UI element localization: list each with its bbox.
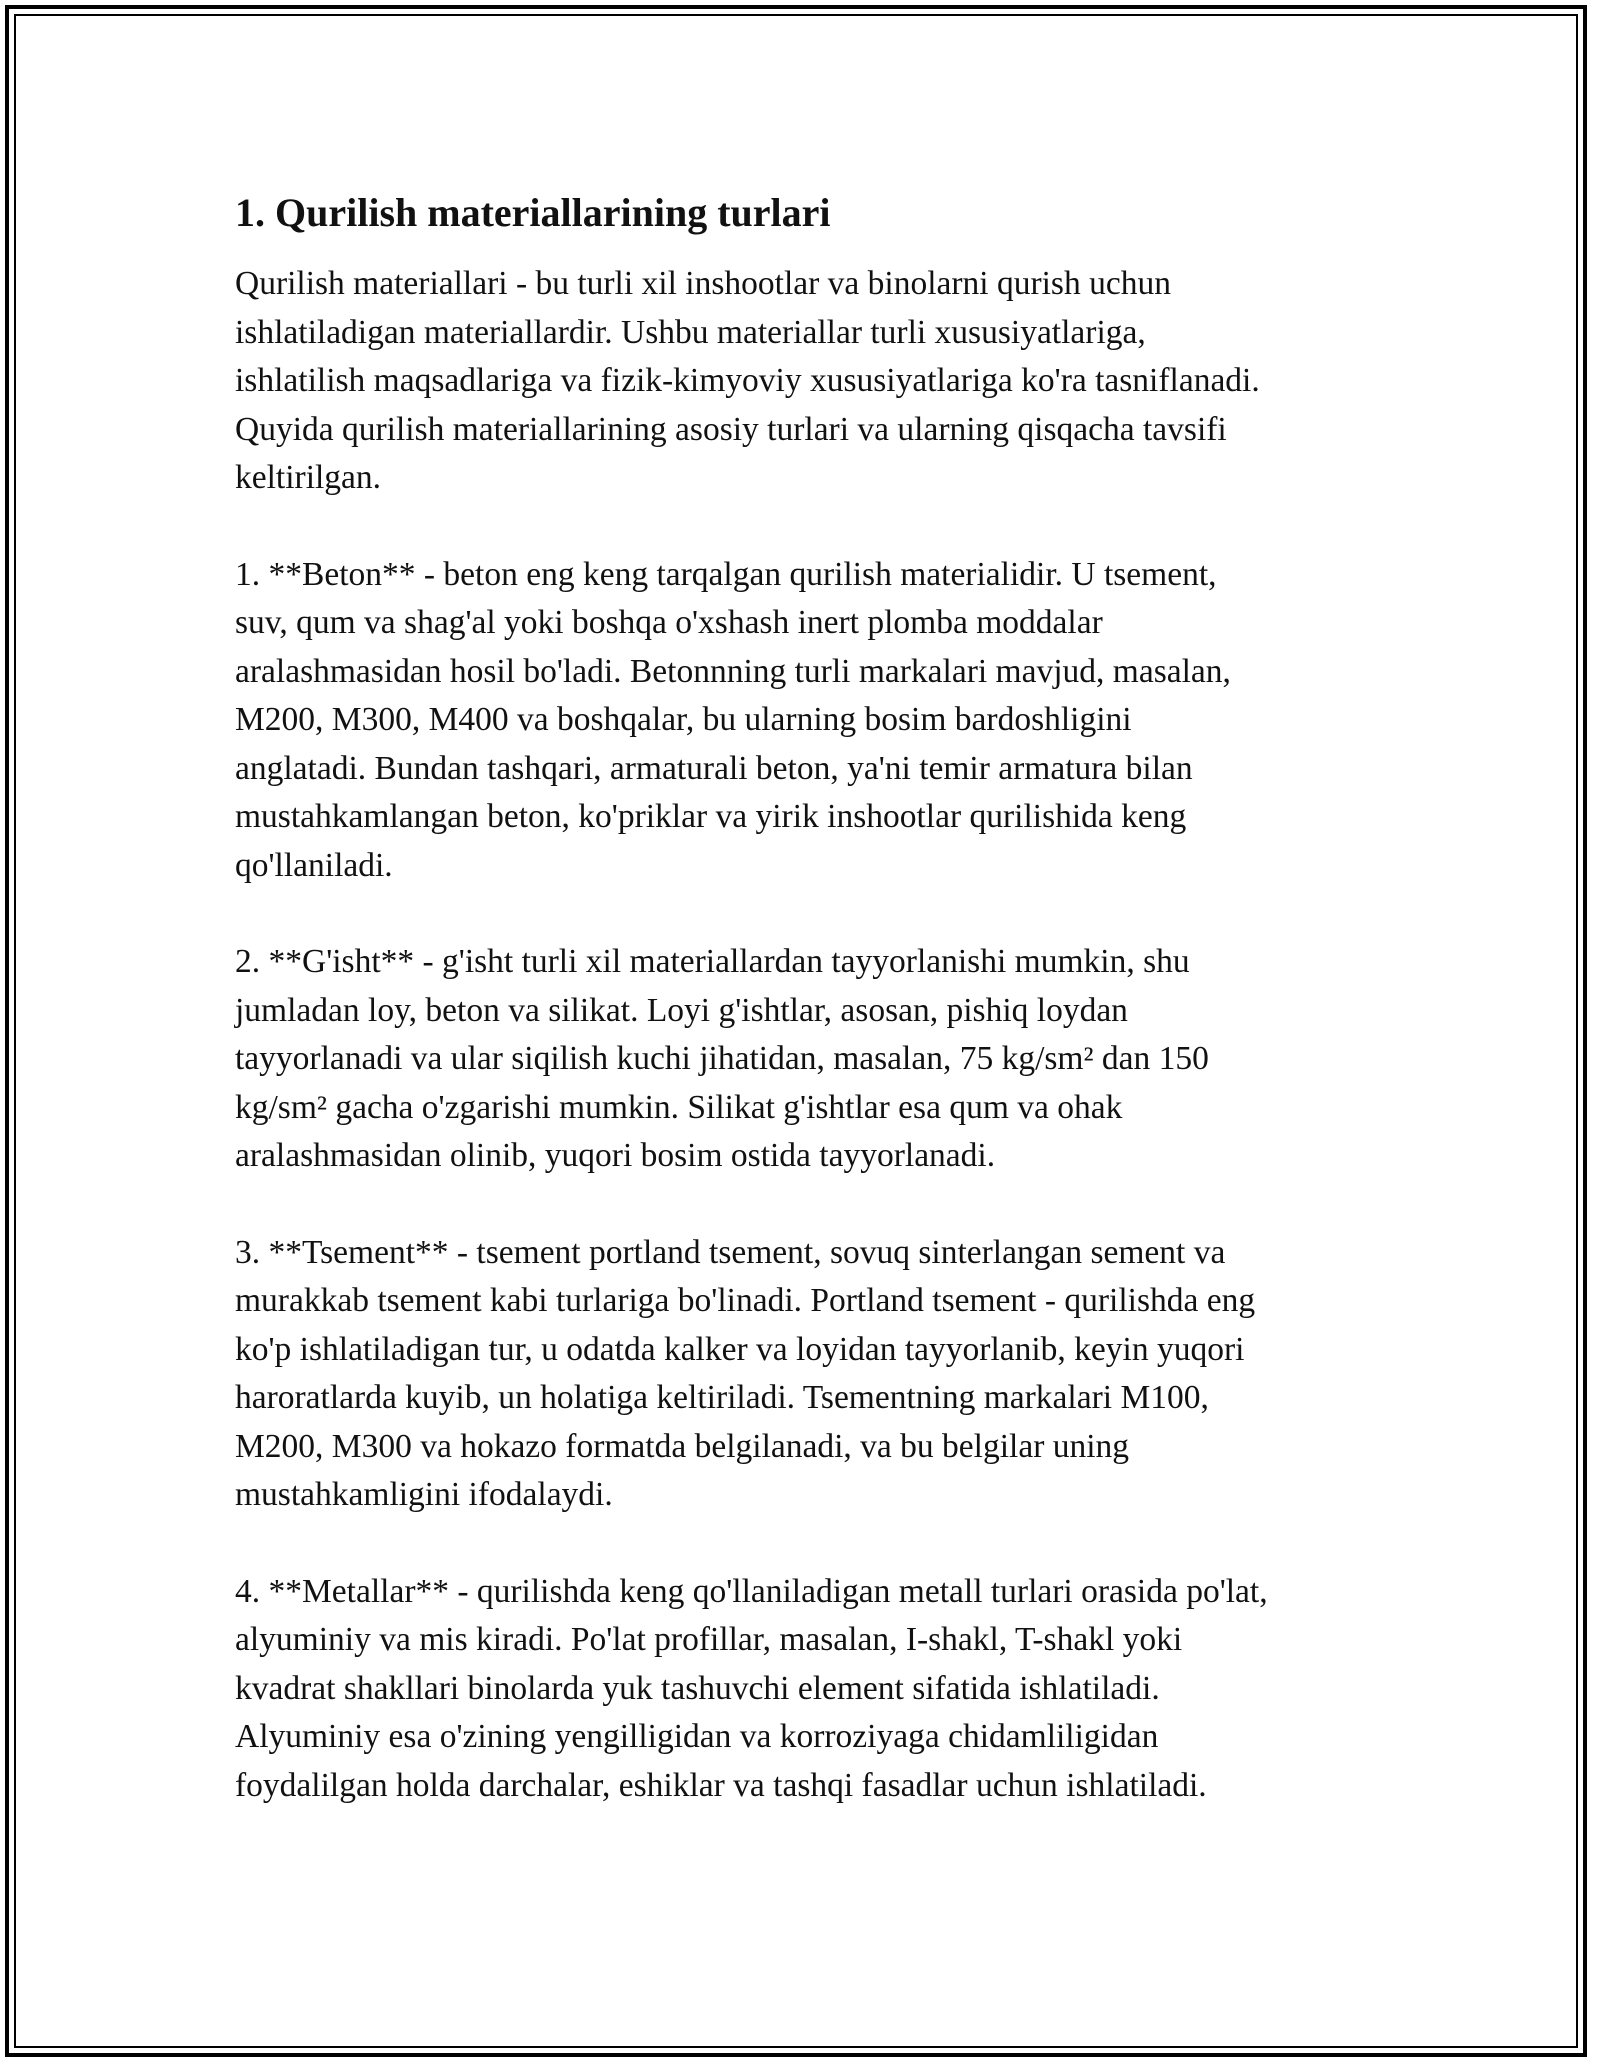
intro-paragraph: Qurilish materiallari - bu turli xil inshootlar va binolarni qurish uchun ishlatiladigan materiallardir. Ushbu materiallar turli xususiyatlariga, ishlatilish maqsadlariga va fizik-kimyoviy xususiyatlariga ko'ra tasniflanadi. Quyida qurilish materiallarining asosiy turlari va ularning qisqacha tavsifi keltirilgan. <box>235 265 1260 496</box>
document-body <box>235 186 1365 1858</box>
paragraph-gisht: 2. **G'isht** - g'isht turli xil materiallardan tayyorlanishi mumkin, shu jumladan loy, beton va silikat. Loyi g'ishtlar, asosan, pishiq loydan tayyorlanadi va ular siqilish kuchi jihatidan, masalan, 75 kg/sm² dan 150 kg/sm² gacha o'zgarishi mumkin. Silikat g'ishtlar esa qum va ohak aralashmasidan olinib, yuqori bosim ostida tayyorlanadi. <box>235 943 1209 1174</box>
paragraph-beton: 1. **Beton** - beton eng keng tarqalgan qurilish materialidir. U tsement, suv, qum va shag'al yoki boshqa o'xshash inert plomba moddalar aralashmasidan hosil bo'ladi. Betonnning turli markalari mavjud, masalan, M200, M300, M400 va boshqalar, bu ularning bosim bardoshligini anglatadi. Bundan tashqari, armaturali beton, ya'ni temir armatura bilan mustahkamlangan beton, ko'priklar va yirik inshootlar qurilishida keng qo'llaniladi. <box>235 555 1231 884</box>
section-heading: 1. Qurilish materiallarining turlari <box>235 190 831 235</box>
paragraph-metallar: 4. **Metallar** - qurilishda keng qo'llaniladigan metall turlari orasida po'lat, alyuminiy va mis kiradi. Po'lat profillar, masalan, I-shakl, T-shakl yoki kvadrat shakllari binolarda yuk tashuvchi element sifatida ishlatiladi. Alyuminiy esa o'zining yengilligidan va korroziyaga chidamliligidan foydalilgan holda darchalar, eshiklar va tashqi fasadlar uchun ishlatiladi. <box>235 1572 1268 1804</box>
paragraph-tsement: 3. **Tsement** - tsement portland tsement, sovuq sinterlangan sement va murakkab tsement kabi turlariga bo'linadi. Portland tsement - qurilishda eng ko'p ishlatiladigan tur, u odatda kalker va loyidan tayyorlanib, keyin yuqori haroratlarda kuyib, un holatiga keltiriladi. Tsementning markalari M100, M200, M300 va hokazo formatda belgilanadi, va bu belgilar uning mustahkamligini ifodalaydi. <box>235 1233 1256 1513</box>
